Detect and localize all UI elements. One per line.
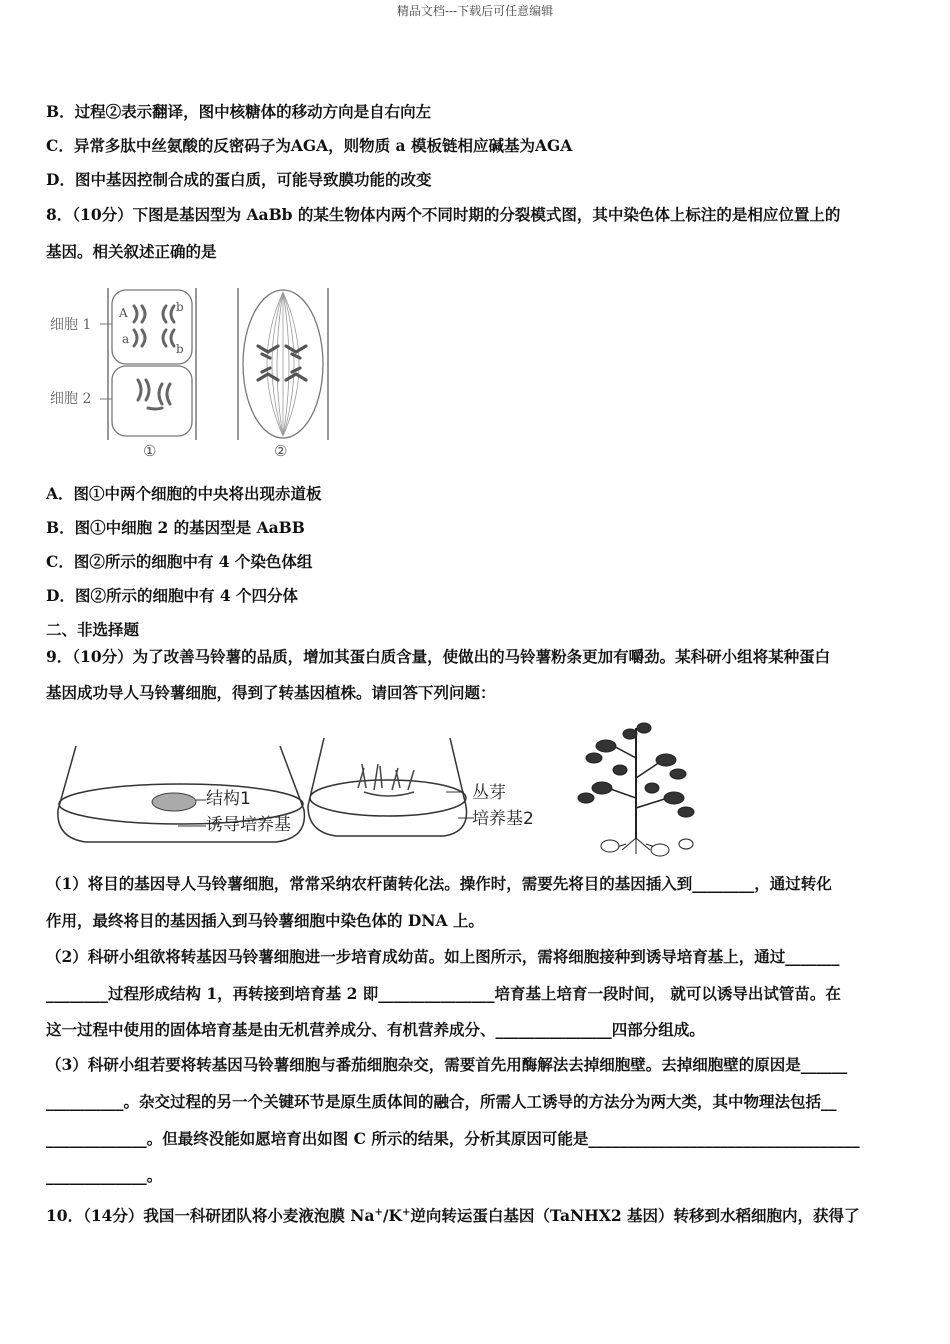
- culture-flask-2: [308, 738, 467, 836]
- label-induction-medium: 诱导培养基: [206, 815, 291, 835]
- q10-stem-line1: [46, 1203, 902, 1226]
- q7-option-b: B．过程②表示翻译，图中核糖体的移动方向是自右向左: [46, 102, 432, 121]
- q8-stem-line1: 8．（10分）下图是基因型为 AaBb 的某生物体内两个不同时期的分裂模式图，其中染色体上标注的是相应位置上的: [46, 205, 841, 224]
- cell-division-figure: [46, 284, 346, 464]
- gene-b-label-top: b: [176, 300, 184, 314]
- q10-text-mid: /K: [382, 1206, 403, 1226]
- q8-option-d: D．图②所示的细胞中有 4 个四分体: [46, 586, 299, 605]
- gene-a-label: a: [122, 332, 130, 346]
- q9-stem-line1: 9．（10分）为了改善马铃薯的品质，增加其蛋白质含量，使做出的马铃薯粉条更加有嚼劲。某科研小组将某种蛋白: [46, 647, 831, 666]
- q9-part3-line1: （3）科研小组若要将转基因马铃薯细胞与番茄细胞杂交，需要首先用酶解法去掉细胞壁。去掉细胞壁的原因是______: [46, 1055, 848, 1074]
- q7-option-c: C．异常多肽中丝氨酸的反密码子为AGA，则物质 a 模板链相应碱基为AGA: [46, 136, 573, 155]
- q9-part2-line1: （2）科研小组欲将转基因马铃薯细胞进一步培育成幼苗。如上图所示，需将细胞接种到诱导培育基上，通过_______: [46, 947, 840, 966]
- gene-b-label-bottom: b: [176, 342, 184, 356]
- q8-option-b: B．图①中细胞 2 的基因型是 AaBB: [46, 518, 305, 537]
- q8-option-c: C．图②所示的细胞中有 4 个染色体组: [46, 552, 313, 571]
- q10-sup-2: +: [402, 1207, 411, 1218]
- q9-part1-line1: （1）将目的基因导人马铃薯细胞，常常采纳农杆菌转化法。操作时，需要先将目的基因插入到________，通过转化: [46, 874, 832, 893]
- q7-option-d: D．图中基因控制合成的蛋白质，可能导致膜功能的改变: [46, 170, 432, 189]
- potato-plant: [578, 723, 694, 856]
- label-medium-2: 培养基2: [472, 809, 534, 829]
- cell-2: [112, 366, 192, 436]
- page-header: 精品文档---下载后可任意编辑: [396, 4, 554, 18]
- gene-A-label: A: [119, 306, 128, 320]
- callus-structure: [152, 793, 196, 811]
- q10-text-pre: 10．（14分）我国一科研团队将小麦液泡膜 Na: [46, 1206, 375, 1226]
- q10-text-post: 逆向转运蛋白基因（TaNHX2 基因）转移到水稻细胞内，获得了: [410, 1206, 860, 1226]
- q9-part1-line2: 作用，最终将目的基因插入到马铃薯细胞中染色体的 DNA 上。: [46, 911, 484, 930]
- cell-1-label: 细胞 1: [50, 317, 92, 333]
- q9-stem-line2: 基因成功导人马铃薯细胞，得到了转基因植株。请回答下列问题：: [46, 683, 496, 702]
- panel-2-label: ②: [274, 442, 288, 460]
- q9-part2-line2: ________过程形成结构 1，再转接到培育基 2 即_______________培育基上培育一段时间， 就可以诱导出试管苗。在: [46, 984, 841, 1003]
- cell-2-label: 细胞 2: [50, 391, 92, 407]
- q9-part3-line3: _____________。但最终没能如愿培育出如图 C 所示的结果，分析其原因可能是___________________________________: [46, 1129, 860, 1148]
- section-heading: 二、非选择题: [46, 620, 140, 639]
- q8-stem-line2: 基因。相关叙述正确的是: [46, 242, 217, 261]
- q8-option-a: A．图①中两个细胞的中央将出现赤道板: [46, 484, 322, 503]
- label-bud: 丛芽: [472, 783, 506, 803]
- q10-sup-1: +: [374, 1207, 383, 1218]
- panel-1-label: ①: [143, 442, 157, 460]
- q9-part2-line3: 这一过程中使用的固体培育基是由无机营养成分、有机营养成分、_______________四部分组成。: [46, 1020, 705, 1039]
- q9-part3-line4: _____________。: [46, 1166, 163, 1185]
- tissue-culture-figure: [46, 718, 706, 868]
- label-structure-1: 结构1: [206, 789, 251, 809]
- q9-part3-line2: __________。杂交过程的另一个关键环节是原生质体间的融合，所需人工诱导的方法分为两大类，其中物理法包括__: [46, 1092, 837, 1111]
